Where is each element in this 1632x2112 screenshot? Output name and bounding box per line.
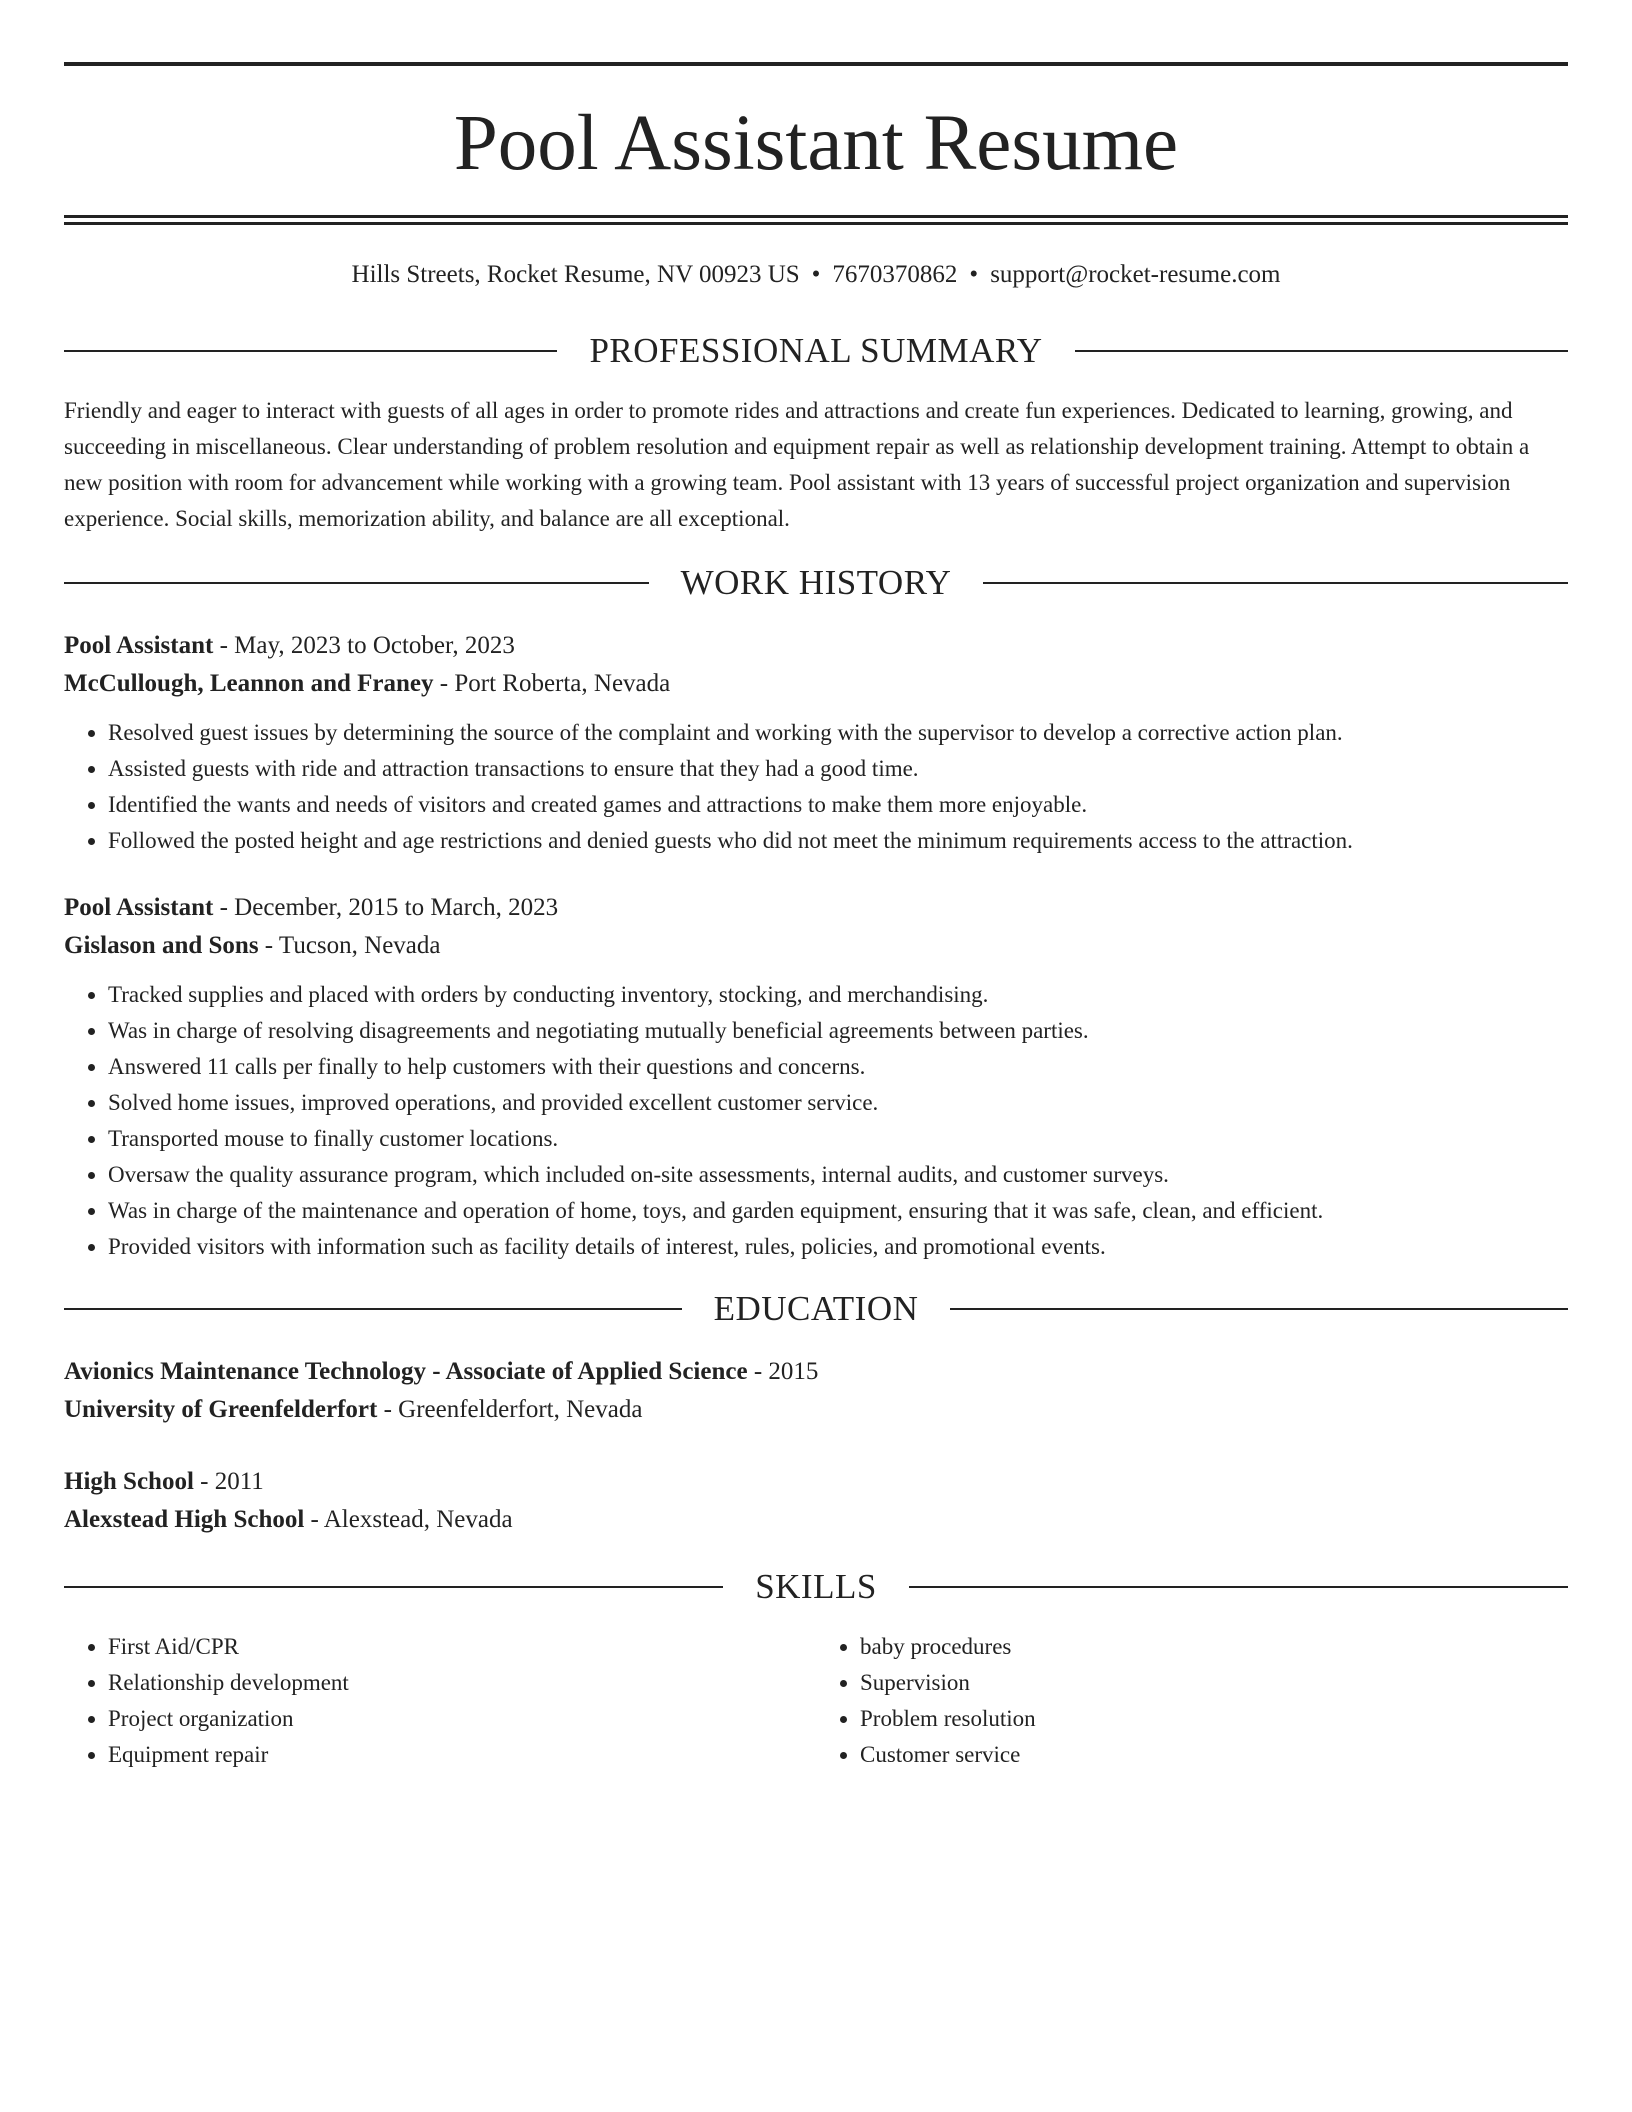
title-double-rule <box>64 215 1568 225</box>
section-rule-right <box>1075 350 1568 352</box>
job-title-line <box>64 627 1568 665</box>
education-year: - 2011 <box>193 1468 264 1495</box>
education-entry <box>64 1353 1568 1429</box>
list-item: • Identified the wants and needs of visitors and created games and attractions to make them more enjoyable. <box>108 787 1568 823</box>
list-item: • Equipment repair <box>108 1737 816 1773</box>
list-item: • Oversaw the quality assurance program, which included on-site assessments, internal audits, and customer surveys. <box>108 1157 1568 1193</box>
section-rule-left <box>64 1586 723 1588</box>
section-header-summary <box>64 325 1568 377</box>
list-item: • Customer service <box>860 1737 1568 1773</box>
skills-list <box>64 1629 1568 1773</box>
job-company: Gislason and Sons <box>64 932 259 959</box>
section-header-skills <box>64 1561 1568 1613</box>
list-item: • Relationship development <box>108 1665 816 1701</box>
list-item: • Was in charge of the maintenance and operation of home, toys, and garden equipment, ensuring that it was safe, clean, and efficient. <box>108 1193 1568 1229</box>
list-item: • Provided visitors with information such as facility details of interest, rules, policies, and promotional events. <box>108 1229 1568 1265</box>
section-rule-right <box>983 582 1568 584</box>
job-title-line <box>64 889 1568 927</box>
list-item: • Project organization <box>108 1701 816 1737</box>
list-item: • Followed the posted height and age restrictions and denied guests who did not meet the minimum requirements access to the attraction. <box>108 823 1568 859</box>
contact-address: Hills Streets, Rocket Resume, NV 00923 US <box>351 261 800 288</box>
job-bullets <box>64 715 1568 859</box>
list-item: • Solved home issues, improved operations, and provided excellent customer service. <box>108 1085 1568 1121</box>
education-degree: Avionics Maintenance Technology - Associate of Applied Science <box>64 1358 748 1385</box>
contact-separator: • <box>969 261 979 288</box>
job-location: - Port Roberta, Nevada <box>433 670 671 697</box>
education-school: Alexstead High School <box>64 1506 305 1533</box>
job-company-line <box>64 927 1568 965</box>
section-rule-left <box>64 582 649 584</box>
list-item: • Supervision <box>860 1665 1568 1701</box>
section-title-skills: SKILLS <box>755 1567 877 1606</box>
section-rule-left <box>64 350 557 352</box>
section-title-education: EDUCATION <box>713 1289 919 1328</box>
section-title-work: WORK HISTORY <box>680 563 952 602</box>
list-item: • Transported mouse to finally customer locations. <box>108 1121 1568 1157</box>
section-rule-left <box>64 1308 682 1310</box>
section-header-work <box>64 557 1568 609</box>
education-year: - 2015 <box>747 1358 819 1385</box>
skills-column-left <box>64 1629 816 1773</box>
list-item: • Resolved guest issues by determining the source of the complaint and working with the supervisor to develop a corrective action plan. <box>108 715 1568 751</box>
education-school: University of Greenfelderfort <box>64 1396 378 1423</box>
job-company-line <box>64 665 1568 703</box>
list-item: • Tracked supplies and placed with orders by conducting inventory, stocking, and merchandising. <box>108 977 1568 1013</box>
list-item: • baby procedures <box>860 1629 1568 1665</box>
education-location: - Greenfelderfort, Nevada <box>377 1396 643 1423</box>
education-school-line <box>64 1501 1568 1539</box>
top-rule <box>64 62 1568 66</box>
job-dates: - May, 2023 to October, 2023 <box>213 632 515 659</box>
job-company: McCullough, Leannon and Franey <box>64 670 434 697</box>
list-item: • First Aid/CPR <box>108 1629 816 1665</box>
education-location: - Alexstead, Nevada <box>304 1506 513 1533</box>
education-degree-line <box>64 1463 1568 1501</box>
list-item: • Answered 11 calls per finally to help customers with their questions and concerns. <box>108 1049 1568 1085</box>
contact-line <box>64 259 1568 291</box>
list-item: • Was in charge of resolving disagreements and negotiating mutually beneficial agreements between parties. <box>108 1013 1568 1049</box>
section-header-education <box>64 1283 1568 1335</box>
contact-email: support@rocket-resume.com <box>990 261 1281 288</box>
skills-column-right <box>816 1629 1568 1773</box>
list-item: • Problem resolution <box>860 1701 1568 1737</box>
education-school-line <box>64 1391 1568 1429</box>
list-item: • Assisted guests with ride and attraction transactions to ensure that they had a good time. <box>108 751 1568 787</box>
summary-text: Friendly and eager to interact with guests of all ages in order to promote rides and attractions and create fun experiences. Dedicated to learning, growing, and succeeding in miscellaneous. Clear understanding of problem resolution and equipment repair as well as relationship development training. Attempt to obtain a new position with room for advancement while working with a growing team. Pool assistant with 13 years of successful project organization and supervision experience. Social skills, memorization ability, and balance are all exceptional. <box>64 398 1530 531</box>
section-rule-right <box>950 1308 1568 1310</box>
job-bullets <box>64 977 1568 1265</box>
contact-phone: 7670370862 <box>832 261 958 288</box>
resume-title: Pool Assistant Resume <box>453 100 1179 187</box>
job-entry <box>64 627 1568 859</box>
job-dates: - December, 2015 to March, 2023 <box>213 894 559 921</box>
education-degree-line <box>64 1353 1568 1391</box>
job-title: Pool Assistant <box>64 894 214 921</box>
section-title-summary: PROFESSIONAL SUMMARY <box>589 331 1043 370</box>
section-rule-right <box>909 1586 1568 1588</box>
contact-separator: • <box>811 261 821 288</box>
job-location: - Tucson, Nevada <box>258 932 441 959</box>
education-entry <box>64 1463 1568 1539</box>
job-entry <box>64 889 1568 1265</box>
job-title: Pool Assistant <box>64 632 214 659</box>
education-degree: High School <box>64 1468 194 1495</box>
